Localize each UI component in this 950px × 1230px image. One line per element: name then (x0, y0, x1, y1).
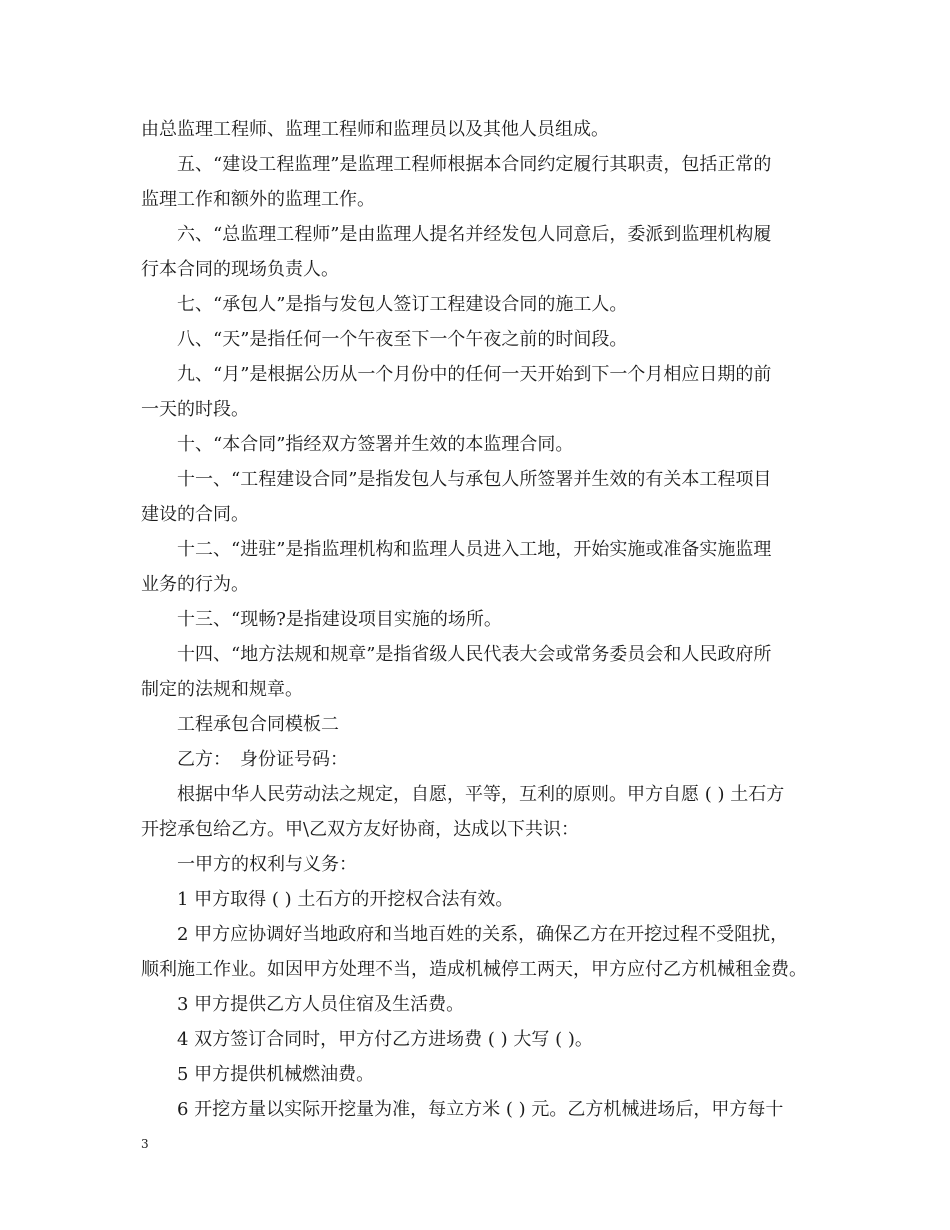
text-line: 根据中华人民劳动法之规定，自愿，平等，互利的原则。甲方自愿 ( ) 土石方 (177, 784, 785, 805)
text-line: 一天的时段。 (141, 399, 249, 420)
text-line: 九、“月”是根据公历从一个月份中的任何一天开始到下一个月相应日期的前 (177, 364, 772, 385)
text-line: 顺利施工作业。如因甲方处理不当，造成机械停工两天，甲方应付乙方机械租金费。 (141, 959, 807, 980)
text-line: 业务的行为。 (141, 574, 249, 595)
text-line: 4 双方签订合同时，甲方付乙方进场费 ( ) 大写 ( )。 (177, 1029, 593, 1050)
text-line: 建设的合同。 (141, 504, 249, 525)
text-line: 乙方： 身份证号码： (177, 749, 348, 770)
text-line: 五、“建设工程监理”是监理工程师根据本合同约定履行其职责，包括正常的 (177, 154, 772, 175)
text-line: 十三、“现畅?是指建设项目实施的场所。 (177, 609, 502, 630)
text-line: 1 甲方取得 ( ) 土石方的开挖权合法有效。 (177, 889, 514, 910)
text-line: 行本合同的现场负责人。 (141, 259, 339, 280)
text-line: 2 甲方应协调好当地政府和当地百姓的关系，确保乙方在开挖过程不受阻扰， (177, 924, 789, 945)
section-heading: 工程承包合同模板二 (177, 714, 339, 735)
text-line: 十二、“进驻”是指监理机构和监理人员进入工地，开始实施或准备实施监理 (177, 539, 772, 560)
text-line: 十、“本合同”指经双方签署并生效的本监理合同。 (177, 434, 574, 455)
text-line: 七、“承包人”是指与发包人签订工程建设合同的施工人。 (177, 294, 628, 315)
text-line: 六、“总监理工程师”是由监理人提名并经发包人同意后，委派到监理机构履 (177, 224, 772, 245)
text-line: 制定的法规和规章。 (141, 679, 303, 700)
text-line: 3 甲方提供乙方人员住宿及生活费。 (177, 994, 465, 1015)
text-line: 十一、“工程建设合同”是指发包人与承包人所签署并生效的有关本工程项目 (177, 469, 772, 490)
text-line: 由总监理工程师、监理工程师和监理员以及其他人员组成。 (141, 119, 609, 140)
text-line: 一甲方的权利与义务： (177, 854, 357, 875)
text-line: 5 甲方提供机械燃油费。 (177, 1064, 375, 1085)
text-line: 八、“天”是指任何一个午夜至下一个午夜之前的时间段。 (177, 329, 628, 350)
text-line: 6 开挖方量以实际开挖量为准，每立方米 ( ) 元。乙方机械进场后，甲方每十 (177, 1099, 784, 1120)
text-line: 开挖承包给乙方。甲\乙双方友好协商，达成以下共识： (141, 819, 580, 840)
text-line: 监理工作和额外的监理工作。 (141, 189, 375, 210)
page-number: 3 (141, 1137, 149, 1151)
text-line: 十四、“地方法规和规章”是指省级人民代表大会或常务委员会和人民政府所 (177, 644, 772, 665)
